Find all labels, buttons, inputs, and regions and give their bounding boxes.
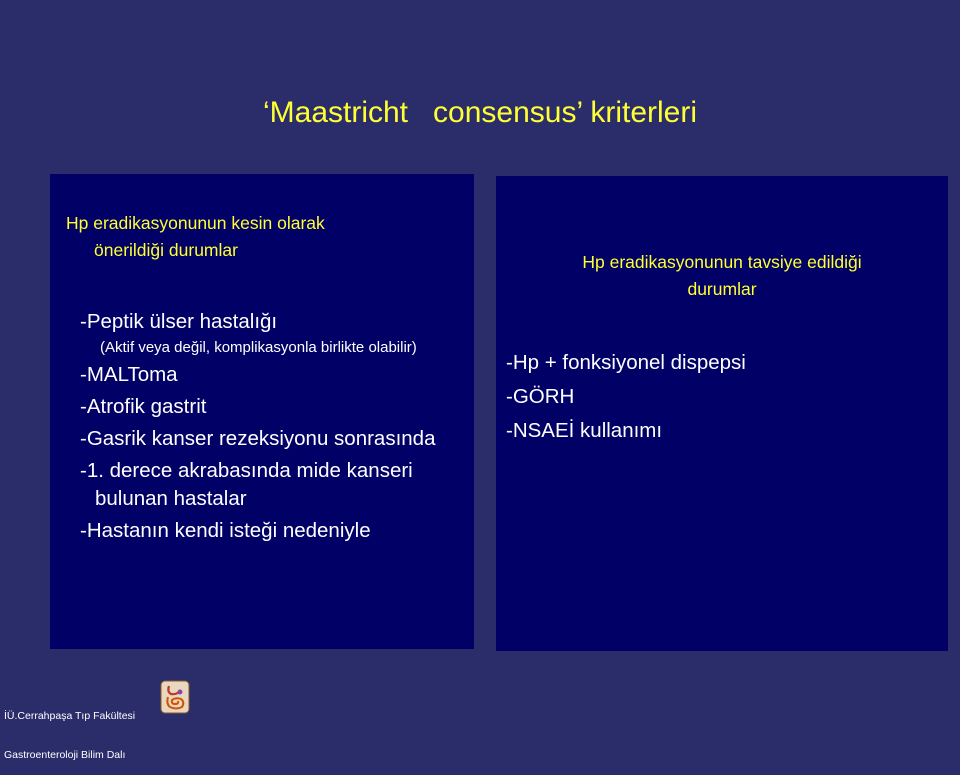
list-item bbox=[80, 361, 470, 389]
right-panel bbox=[496, 176, 948, 651]
list-item bbox=[80, 425, 470, 453]
left-heading-line2: önerildiği durumlar bbox=[94, 240, 238, 260]
footer-line2: Gastroenteroloji Bilim Dalı bbox=[4, 749, 126, 761]
list-item-label: -Peptik ülser hastalığı bbox=[80, 310, 278, 333]
footer-line1: İÜ.Cerrahpaşa Tıp Fakültesi bbox=[4, 710, 136, 722]
right-criteria-list bbox=[506, 346, 936, 448]
left-heading-line1: Hp eradikasyonunun kesin olarak bbox=[66, 213, 325, 233]
list-item-label: -Atrofik gastrit bbox=[80, 395, 207, 418]
list-item bbox=[80, 457, 470, 513]
list-item-label: -1. derece akrabasında mide kanseri bulunan hastalar bbox=[80, 459, 413, 510]
left-panel-heading bbox=[66, 210, 466, 264]
list-item: -NSAEİ kullanımı bbox=[506, 419, 663, 442]
list-item bbox=[80, 517, 470, 545]
left-panel bbox=[50, 174, 474, 649]
digestive-system-icon bbox=[160, 680, 190, 714]
right-panel-heading bbox=[496, 249, 948, 303]
slide-title: ‘Maastricht consensus’ kriterleri bbox=[262, 96, 698, 129]
footer-institution bbox=[4, 684, 135, 775]
list-item-note: (Aktif veya değil, komplikasyonla birlikte olabilir) bbox=[100, 339, 417, 356]
left-criteria-list bbox=[80, 308, 470, 549]
list-item bbox=[80, 393, 470, 421]
list-item-label: -MALToma bbox=[80, 363, 178, 386]
list-item: -GÖRH bbox=[506, 385, 575, 408]
list-item bbox=[80, 308, 470, 357]
right-heading-line1: Hp eradikasyonunun tavsiye edildiği bbox=[582, 252, 862, 272]
list-item-label: -Gasrik kanser rezeksiyonu sonrasında bbox=[80, 427, 436, 450]
list-item: -Hp + fonksiyonel dispepsi bbox=[506, 351, 746, 374]
right-heading-line2: durumlar bbox=[687, 279, 757, 299]
list-item-label: -Hastanın kendi isteği nedeniyle bbox=[80, 519, 371, 542]
